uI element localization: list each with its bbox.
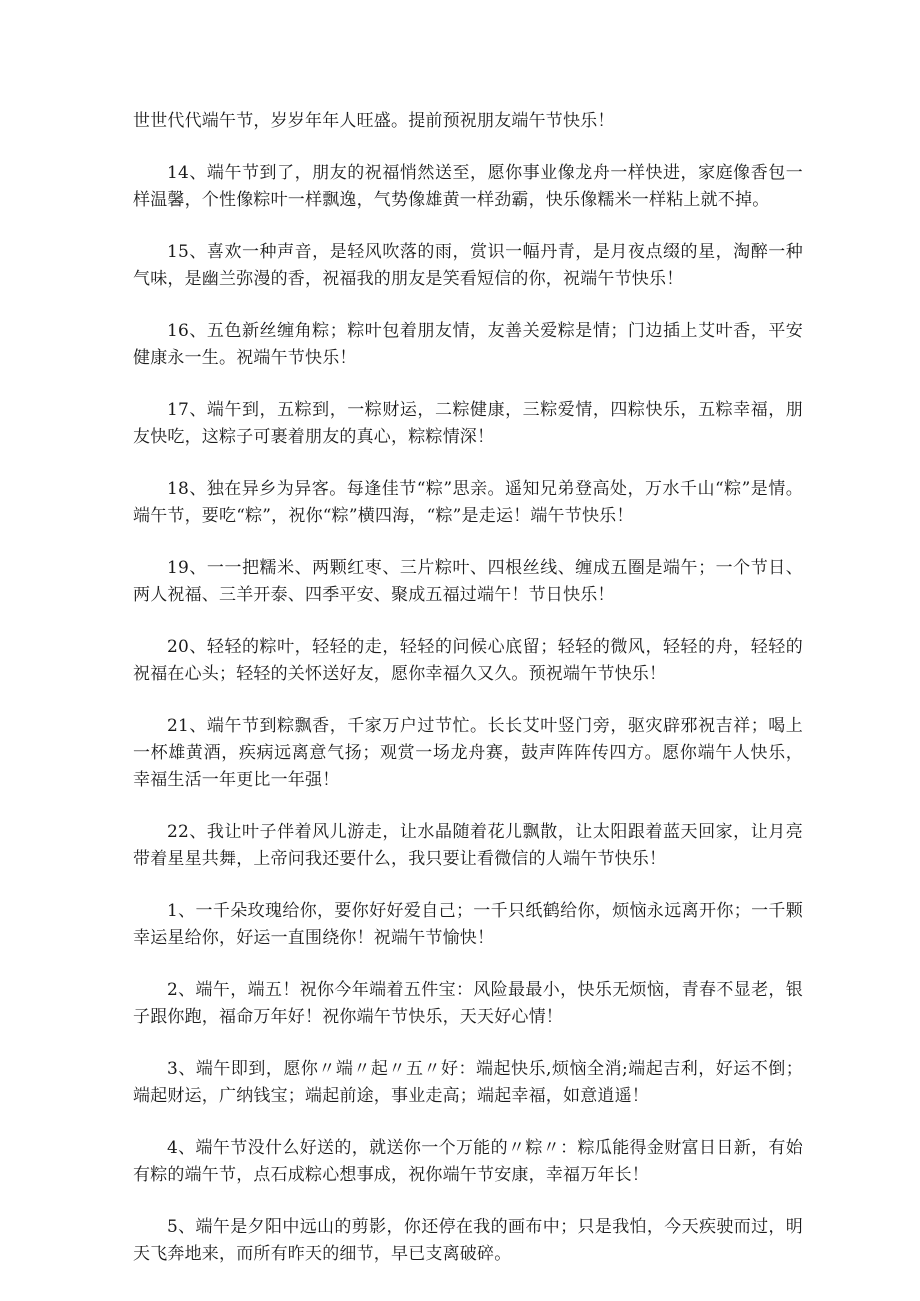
paragraph: 22、我让叶子伴着风儿游走，让水晶随着花儿飘散，让太阳跟着蓝天回家，让月亮带着星星共舞，上帝问我还要什么，我只要让看微信的人端午节快乐！ <box>133 822 803 869</box>
paragraph: 17、端午到，五粽到，一粽财运，二粽健康，三粽爱情，四粽快乐，五粽幸福，朋友快吃，这粽子可裹着朋友的真心，粽粽情深！ <box>133 400 803 447</box>
paragraph: 18、独在异乡为异客。每逢佳节“粽”思亲。遥知兄弟登高处，万水千山“粽”是情。端午节，要吃“粽”，祝你“粽”横四海，“粽”是走运！端午节快乐！ <box>133 479 803 526</box>
paragraph: 15、喜欢一种声音，是轻风吹落的雨，赏识一幅丹青，是月夜点缀的星，淘醉一种气味，是幽兰弥漫的香，祝福我的朋友是笑看短信的你，祝端午节快乐！ <box>133 242 803 289</box>
paragraph: 14、端午节到了，朋友的祝福悄然送至，愿你事业像龙舟一样快进，家庭像香包一样温馨，个性像粽叶一样飘逸，气势像雄黄一样劲霸，快乐像糯米一样粘上就不掉。 <box>133 163 803 210</box>
paragraph: 19、一一把糯米、两颗红枣、三片粽叶、四根丝线、缠成五圈是端午；一个节日、两人祝福、三羊开泰、四季平安、聚成五福过端午！节日快乐！ <box>133 558 803 605</box>
paragraph: 20、轻轻的粽叶，轻轻的走，轻轻的问候心底留；轻轻的微风，轻轻的舟，轻轻的祝福在心头；轻轻的关怀送好友，愿你幸福久又久。预祝端午节快乐！ <box>133 637 803 684</box>
paragraph: 2、端午，端五！祝你今年端着五件宝：风险最最小，快乐无烦恼，青春不显老，银子跟你跑，福命万年好！祝你端午节快乐，天天好心情！ <box>133 980 803 1027</box>
paragraph: 3、端午即到，愿你〃端〃起〃五〃好：端起快乐,烦恼全消;端起吉利，好运不倒；端起财运，广纳钱宝；端起前途，事业走高；端起幸福，如意逍遥！ <box>133 1059 803 1106</box>
paragraph: 16、五色新丝缠角粽；粽叶包着朋友情，友善关爱粽是情；门边插上艾叶香，平安健康永一生。祝端午节快乐！ <box>133 321 803 368</box>
document-body <box>133 108 803 1293</box>
paragraph: 4、端午节没什么好送的，就送你一个万能的〃粽〃：粽瓜能得金财富日日新，有始有粽的端午节，点石成粽心想事成，祝你端午节安康，幸福万年长！ <box>133 1138 803 1185</box>
paragraph: 世世代代端午节，岁岁年年人旺盛。提前预祝朋友端午节快乐！ <box>133 111 615 131</box>
paragraph: 5、端午是夕阳中远山的剪影，你还停在我的画布中；只是我怕，今天疾驶而过，明天飞奔地来，而所有昨天的细节，早已支离破碎。 <box>133 1217 803 1264</box>
paragraph: 1、一千朵玫瑰给你，要你好好爱自己；一千只纸鹤给你，烦恼永远离开你；一千颗幸运星给你，好运一直围绕你！祝端午节愉快！ <box>133 901 803 948</box>
paragraph: 21、端午节到粽飘香，千家万户过节忙。长长艾叶竖门旁，驱灾辟邪祝吉祥；喝上一杯雄黄酒，疾病远离意气扬；观赏一场龙舟赛，鼓声阵阵传四方。愿你端午人快乐，幸福生活一年更比一年强！ <box>133 716 803 790</box>
